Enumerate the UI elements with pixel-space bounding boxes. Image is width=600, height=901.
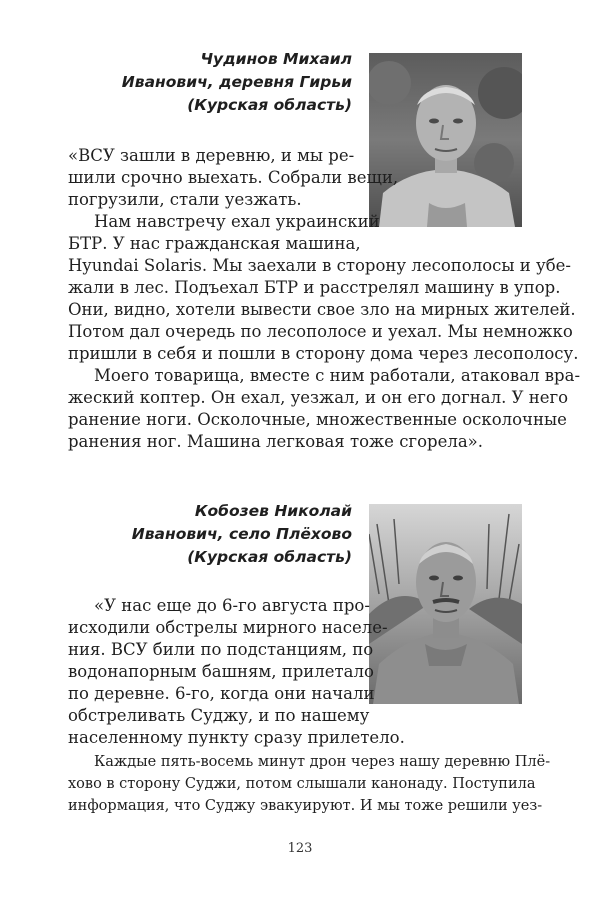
text-line: населенному пункту сразу прилетело. <box>68 728 405 747</box>
text-line: Нам навстречу ехал украинский <box>94 212 380 231</box>
text-line: Hyundai Solaris. Мы заехали в сторону лесополосы и убе- <box>68 256 571 275</box>
text-line: Каждые пять-восемь минут дрон через нашу деревню Плё- <box>94 754 551 770</box>
text-line: информация, что Суджу эвакуируют. И мы тоже решили уез- <box>68 798 543 814</box>
text-line: Моего товарища, вместе с ним работали, атаковал вра- <box>94 366 581 385</box>
text-line: ранения ног. Машина легковая тоже сгорела». <box>68 432 483 451</box>
text-line: БТР. У нас гражданская машина, <box>68 234 361 253</box>
page-number: 123 <box>287 841 313 856</box>
section-1-portrait-photo <box>369 53 522 227</box>
section-1-name: Чудинов Михаил <box>200 50 352 68</box>
section-2-name: Кобозев Николай <box>194 502 352 520</box>
text-line: пришли в себя и пошли в сторону дома через лесополосу. <box>68 344 579 363</box>
text-line: Потом дал очередь по лесополосе и уехал. Мы немножко <box>68 322 573 341</box>
section-2-portrait-photo <box>369 504 522 704</box>
section-1-region: (Курская область) <box>187 96 352 114</box>
text-line: шили срочно выехать. Собрали вещи, <box>68 168 399 187</box>
section-2-heading <box>52 500 352 569</box>
section-2-region: (Курская область) <box>187 548 352 566</box>
text-line: обстреливать Суджу, и по нашему <box>68 706 370 725</box>
text-line: погрузили, стали уезжать. <box>68 190 302 209</box>
text-line: исходили обстрелы мирного населе- <box>68 618 388 637</box>
section-1-heading <box>52 48 352 117</box>
text-line: по деревне. 6-го, когда они начали <box>68 684 375 703</box>
text-line: ранение ноги. Осколочные, множественные осколочные <box>68 410 567 429</box>
text-line: жали в лес. Подъехал БТР и расстрелял машину в упор. <box>68 278 561 297</box>
text-line: хово в сторону Суджи, потом слышали канонаду. Поступила <box>68 776 536 792</box>
section-1-patronymic-place: Иванович, деревня Гирьи <box>121 73 352 91</box>
text-line: Они, видно, хотели вывести свое зло на мирных жителей. <box>68 300 576 319</box>
portrait-icon <box>369 53 522 227</box>
text-line: ния. ВСУ били по подстанциям, по <box>68 640 374 659</box>
text-line: жеский коптер. Он ехал, уезжал, и он его догнал. У него <box>68 388 569 407</box>
text-line: «У нас еще до 6-го августа про- <box>94 596 370 615</box>
portrait-icon <box>369 504 522 704</box>
text-line: водонапорным башням, прилетало <box>68 662 374 681</box>
section-2-patronymic-place: Иванович, село Плёхово <box>131 525 352 543</box>
text-line: «ВСУ зашли в деревню, и мы ре- <box>68 146 355 165</box>
